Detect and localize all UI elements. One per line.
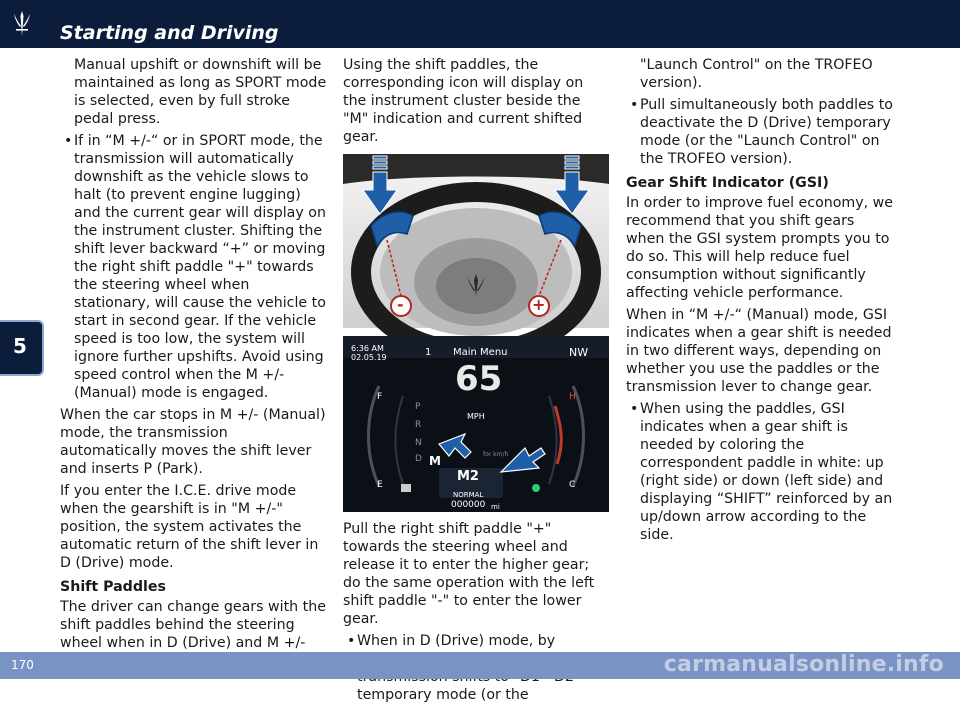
paragraph: In order to improve fuel economy, we recommend that you shift gears when the GSI system prompts you to do so. This will help reduce fuel consumption without significantly affecting vehicle performance. — [626, 195, 893, 301]
cluster-mode: NORMAL — [453, 491, 484, 499]
cluster-gear-m: M — [429, 454, 441, 468]
column-1 — [60, 56, 328, 674]
cluster-prnd-d: D — [415, 454, 422, 464]
paddle-plus-label: + — [532, 295, 546, 314]
watermark: carmanualsonline.info — [663, 652, 944, 677]
bullet-item: • When in D (Drive) mode, by temporary mode (or the — [343, 632, 609, 704]
cluster-temp-h: H — [569, 392, 576, 402]
cluster-date: 02.05.19 — [351, 353, 387, 362]
section-title: Starting and Driving — [60, 22, 279, 44]
cluster-odometer-unit: mi — [491, 503, 500, 511]
cluster-gear: M2 — [457, 469, 479, 484]
chapter-tab[interactable] — [0, 320, 44, 376]
cluster-top-gear: 1 — [425, 347, 432, 358]
paragraph: When the car stops in M +/- (Manual) mode, the transmission automatically moves the shift lever and inserts P (Park). — [60, 407, 326, 477]
paragraph: Pull the right shift paddle "+" towards the steering wheel and release it to enter the higher gear; do the same operation with the left shift paddle "-" to enter the lower gear. — [343, 521, 595, 627]
page-header — [0, 0, 960, 48]
paragraph: When in “M +/-“ (Manual) mode, GSI indicates when a gear shift is needed in two different ways, depending on whether you use the paddles or the transmission lever to change gear. — [626, 307, 892, 395]
column-2 — [343, 56, 609, 708]
cluster-speed-unit: MPH — [467, 412, 485, 421]
cluster-prnd-n: N — [415, 438, 422, 448]
subheading-gsi: Gear Shift Indicator (GSI) — [626, 175, 829, 191]
cluster-fuel-e: E — [377, 480, 383, 490]
trident-logo-icon — [10, 10, 34, 38]
cluster-main-menu: Main Menu — [453, 347, 508, 358]
page-number: 170 — [11, 658, 34, 672]
paragraph: Using the shift paddles, the corresponding icon will display on the instrument cluster beside the "M" indication and current shifted gear. — [343, 57, 584, 145]
paragraph: If you enter the I.C.E. drive mode when the gearshift is in "M +/-" position, the system activates the automatic return of the shift lever in D (Drive) mode. — [60, 483, 319, 571]
bullet-item: • Pull simultaneously both paddles to deactivate the D (Drive) temporary mode (or the "Launch Control" on the TROFEO version). — [626, 96, 894, 168]
cluster-speed-hint: for km/h — [483, 451, 509, 458]
cluster-odometer: 000000 — [451, 500, 486, 510]
column-3 — [626, 56, 894, 548]
paragraph: The driver can change gears with the shift paddles behind the steering wheel when in D (Drive) and M +/- — [60, 599, 326, 651]
steering-wheel-paddles-photo — [343, 154, 609, 328]
paragraph: "Launch Control" on the TROFEO version). — [640, 57, 873, 91]
page-footer — [0, 652, 960, 679]
cluster-time: 6:36 AM — [351, 344, 384, 353]
paddle-minus-label: - — [397, 295, 404, 314]
bullet-item: • If in “M +/-“ or in SPORT mode, the transmission will automatically downshift as the vehicle slows to halt (to prevent engine lugging) and the current gear will display on the instrument cluster. Shifting the shift lever backward “+” or moving the right shift paddle "+" towards the steering wheel when stationary, will cause the vehicle to start in second gear. If the vehicle speed is too low, the system will ignore further upshifts. Avoid using speed control when the M +/- (Manual) mode is engaged. — [60, 132, 328, 402]
instrument-cluster-photo — [343, 336, 609, 512]
cluster-prnd-p: P — [415, 402, 421, 412]
bullet-item: • When using the paddles, GSI indicates when a gear shift is needed by coloring the correspondent paddle in white: up (right side) or down (left side) and displaying “SHIFT” reinforced by an up/down arrow according to the side. — [626, 400, 894, 544]
subheading-shift-paddles: Shift Paddles — [60, 579, 166, 595]
chapter-number: 5 — [13, 334, 27, 358]
cluster-heading: NW — [569, 346, 589, 359]
cluster-fuel-f: F — [377, 392, 383, 402]
cluster-prnd-r: R — [415, 420, 422, 430]
cluster-temp-c: C — [569, 480, 576, 490]
paragraph: Manual upshift or downshift will be maintained as long as SPORT mode is selected, even by full stroke pedal press. — [74, 57, 327, 127]
cluster-speed: 65 — [455, 359, 503, 399]
